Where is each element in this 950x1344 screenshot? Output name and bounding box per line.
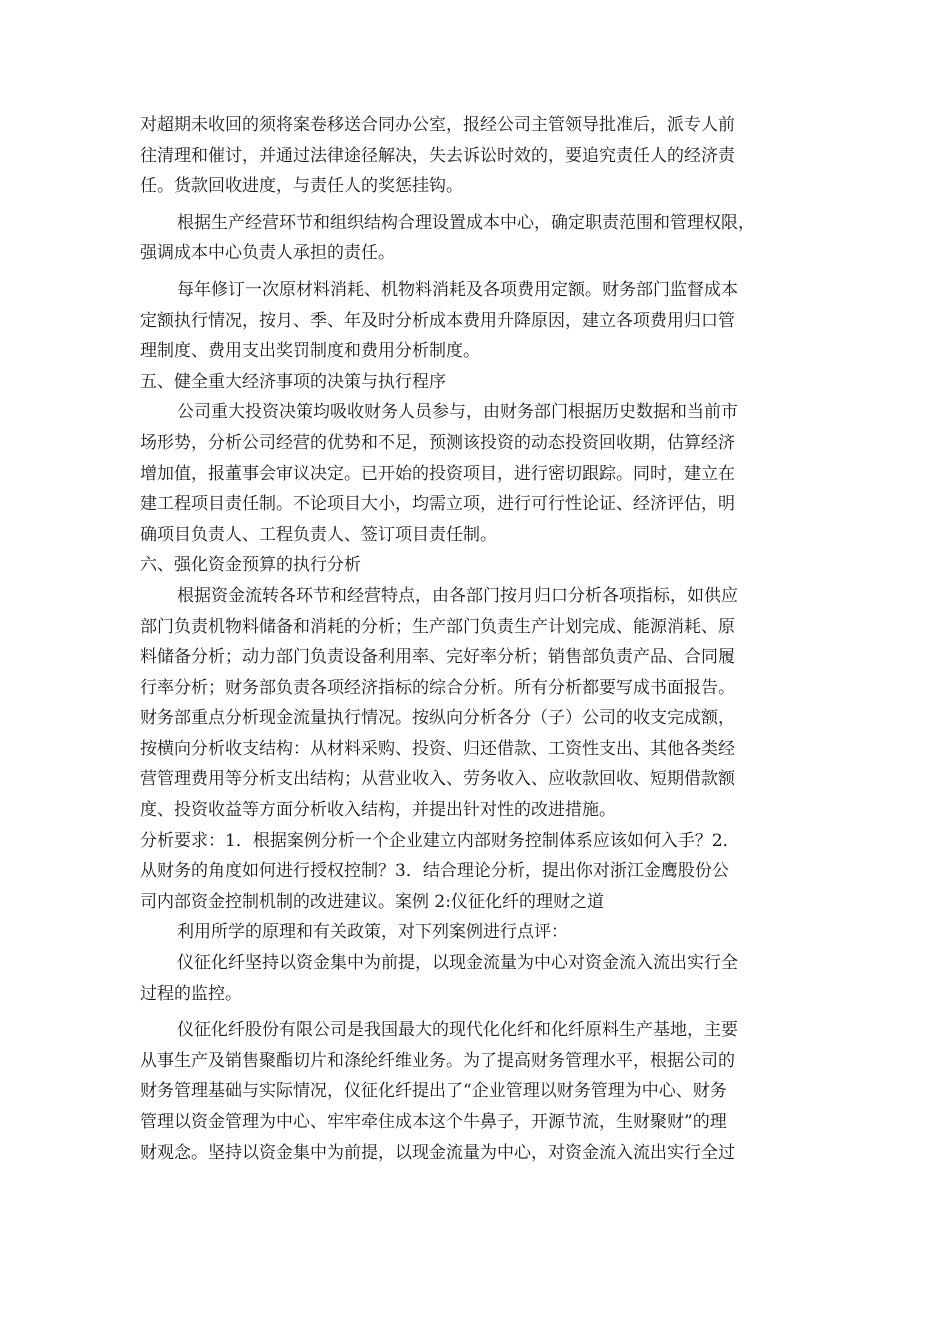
section-heading-five [140,367,830,398]
text-line: 行率分析；财务部负责各项经济指标的综合分析。所有分析都要写成书面报告。 [140,677,735,698]
heading-line: 六、强化资金预算的执行分析 [140,555,361,576]
text-line: 过程的监控。 [140,983,242,1004]
paragraph-budget-analysis [140,581,830,826]
text-line: 建工程项目责任制。不论项目大小，均需立项，进行可行性论证、经济评估，明 [140,494,735,515]
text-line: 管理以资金管理为中心、牢牢牵住成本这个牛鼻子，开源节流，生财聚财”的理 [140,1112,727,1132]
text-line: 确项目负责人、工程负责人、签订项目责任制。 [140,524,497,545]
paragraph-investment [140,397,830,550]
text-line: 理制度、费用支出奖罚制度和费用分析制度。 [140,341,480,362]
text-line: 按横向分析收支结构：从材料采购、投资、归还借款、工资性支出、其他各类经 [140,738,735,759]
paragraph-case-instruction [140,917,830,948]
text-line: 仪征化纤坚持以资金集中为前提，以现金流量为中心对资金流入流出实行全 [177,953,738,974]
text-line: 增加值，报董事会审议决定。已开始的投资项目，进行密切跟踪。同时，建立在 [140,463,735,484]
document-page [140,110,830,1168]
text-line: 场形势，分析公司经营的优势和不足，预测该投资的动态投资回收期，估算经济 [140,432,735,453]
paragraph-case-detail [140,1015,830,1168]
text-line: 财务管理基础与实际情况，仪征化纤提出了“企业管理以财务管理为中心、财务 [140,1081,727,1102]
text-line: 财观念。坚持以资金集中为前提，以现金流量为中心，对资金流入流出实行全过 [140,1142,735,1163]
text-line: 任。货款回收进度，与责任人的奖惩挂钩。 [140,176,463,197]
text-line: 每年修订一次原材料消耗、机物料消耗及各项费用定额。财务部门监督成本 [177,279,738,300]
heading-line: 五、健全重大经济事项的决策与执行程序 [140,371,446,392]
text-line: 强调成本中心负责人承担的责任。 [140,243,395,264]
text-line: 度、投资收益等方面分析收入结构，并提出针对性的改进措施。 [140,800,616,821]
text-line: 从财务的角度如何进行授权控制？3．结合理论分析，提出你对浙江金鹰股份公 [140,861,729,882]
paragraph-quota [140,275,830,367]
text-line: 料储备分析；动力部门负责设备利用率、完好率分析；销售部负责产品、合同履 [140,647,735,668]
text-line: 公司重大投资决策均吸收财务人员参与，由财务部门根据历史数据和当前市 [177,402,738,423]
paragraph-receivables [140,110,830,202]
text-line: 部门负责机物料储备和消耗的分析；生产部门负责生产计划完成、能源消耗、原 [140,616,735,637]
section-heading-six [140,550,830,581]
text-line: 根据生产经营环节和组织结构合理设置成本中心，确定职责范围和管理权限， [177,212,755,233]
text-line: 营管理费用等分析支出结构；从营业收入、劳务收入、应收款回收、短期借款额 [140,769,735,790]
text-line: 根据资金流转各环节和经营特点，由各部门按月归口分析各项指标，如供应 [177,585,738,606]
analysis-requirements [140,826,830,918]
text-line: 对超期未收回的须将案卷移送合同办公室，报经公司主管领导批准后，派专人前 [140,115,735,135]
paragraph-case-summary [140,948,830,1009]
text-line: 仪征化纤股份有限公司是我国最大的现代化化纤和化纤原料生产基地，主要 [177,1020,738,1041]
text-line: 定额执行情况，按月、季、年及时分析成本费用升降原因，建立各项费用归口管 [140,310,735,331]
text-line: 利用所学的原理和有关政策，对下列案例进行点评： [177,922,568,943]
text-line: 财务部重点分析现金流量执行情况。按纵向分析各分（子）公司的收支完成额， [140,708,735,729]
text-line: 从事生产及销售聚酯切片和涤纶纤维业务。为了提高财务管理水平，根据公司的 [140,1050,735,1071]
text-line: 往清理和催讨，并通过法律途径解决，失去诉讼时效的，要追究责任人的经济责 [140,145,735,166]
text-line: 司内部资金控制机制的改进建议。案例 2:仪征化纤的理财之道 [140,891,604,912]
text-line: 分析要求：1．根据案例分析一个企业建立内部财务控制体系应该如何入手？2． [140,830,740,851]
paragraph-cost-center [140,208,830,269]
